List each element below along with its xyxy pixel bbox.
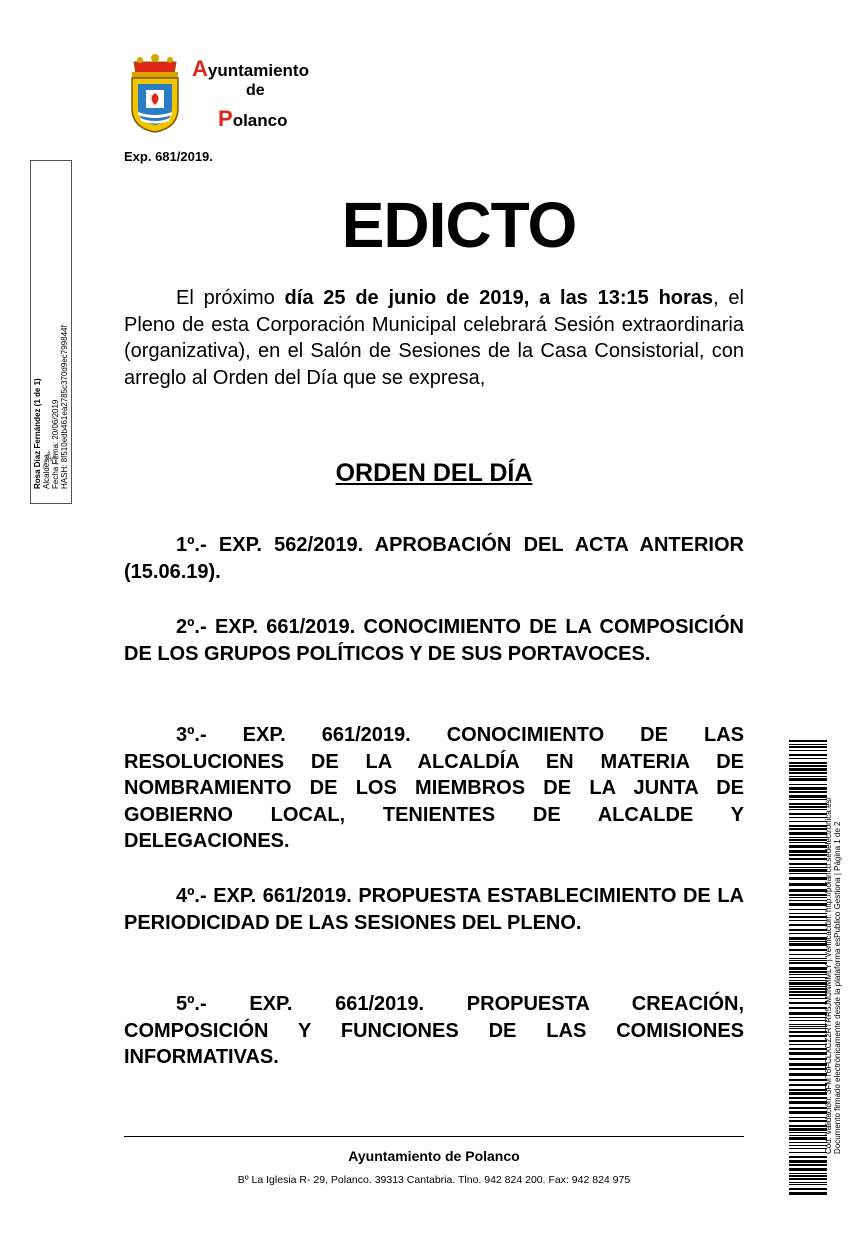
agenda-item: 1º.- EXP. 562/2019. APROBACIÓN DEL ACTA ANTERIOR (15.06.19). [124, 534, 744, 583]
municipality-logo [124, 52, 324, 134]
signature-details [33, 179, 69, 489]
signer-role: Alcaldesa [42, 454, 51, 489]
session-date: día 25 de junio de 2019, a las 13:15 horas [284, 287, 714, 309]
verification-text [824, 784, 842, 1154]
agenda-item: 4º.- EXP. 661/2019. PROPUESTA ESTABLECIMIENTO DE LA PERIODICIDAD DE LAS SESIONES DEL PLENO. [124, 885, 744, 934]
agenda-item: 3º.- EXP. 661/2019. CONOCIMIENTO DE LAS RESOLUCIONES DE LA ALCALDÍA EN MATERIA DE NOMBRAMIENTO DE LOS MIEMBROS DE LA JUNTA DE GOBIERNO LOCAL, TENIENTES DE ALCALDE Y DELEGACIONES. [124, 724, 744, 852]
barcode-icon [789, 740, 827, 1195]
signature-hash: HASH: 8f510edb461ea2785c370d9ec799844f [60, 325, 69, 489]
agenda-item: 2º.- EXP. 661/2019. CONOCIMIENTO DE LA COMPOSICIÓN DE LOS GRUPOS POLÍTICOS Y DE SUS PORTAVOCES. [124, 616, 744, 665]
intro-paragraph: El próximo día 25 de junio de 2019, a las 13:15 horas, el Pleno de esta Corporación Municipal celebrará Sesión extraordinaria (organizativa), en el Salón de Sesiones de la Casa Consistorial, con arreglo al Orden del Día que se expresa, [124, 287, 744, 389]
logo-line-de: de [246, 82, 265, 99]
footer-divider [124, 1136, 744, 1137]
logo-line-ayuntamiento: Ayuntamiento [192, 56, 309, 81]
verification-code: Cód. Validación: 3FMT6FCLXCZ2RTRR5JMJNMMLY | Verificación: http://polanco.sedelectronica.es/ [824, 797, 833, 1154]
signature-scribble-icon [39, 447, 63, 471]
coat-of-arms-icon [124, 52, 186, 134]
agenda-heading: ORDEN DEL DÍA [335, 459, 533, 487]
verification-platform: Documento firmado electrónicamente desde la plataforma esPublico Gestiona | Página 1 de 2 [833, 821, 842, 1154]
signer-name: Rosa Díaz Fernández (1 de 1) [33, 378, 42, 489]
signature-date: Fecha Firma: 20/06/2019 [51, 399, 60, 489]
agenda-item: 5º.- EXP. 661/2019. PROPUESTA CREACIÓN, COMPOSICIÓN Y FUNCIONES DE LAS COMISIONES INFORMATIVAS. [124, 993, 744, 1068]
signature-box [30, 160, 72, 504]
expedient-reference: Exp. 681/2019. [124, 149, 213, 164]
footer-organization: Ayuntamiento de Polanco [348, 1148, 520, 1164]
footer-address: Bº La Iglesia R- 29, Polanco. 39313 Cantabria. Tlno. 942 824 200. Fax: 942 824 975 [237, 1174, 631, 1186]
logo-line-polanco: Polanco [218, 106, 288, 131]
document-title: EDICTO [341, 189, 577, 261]
